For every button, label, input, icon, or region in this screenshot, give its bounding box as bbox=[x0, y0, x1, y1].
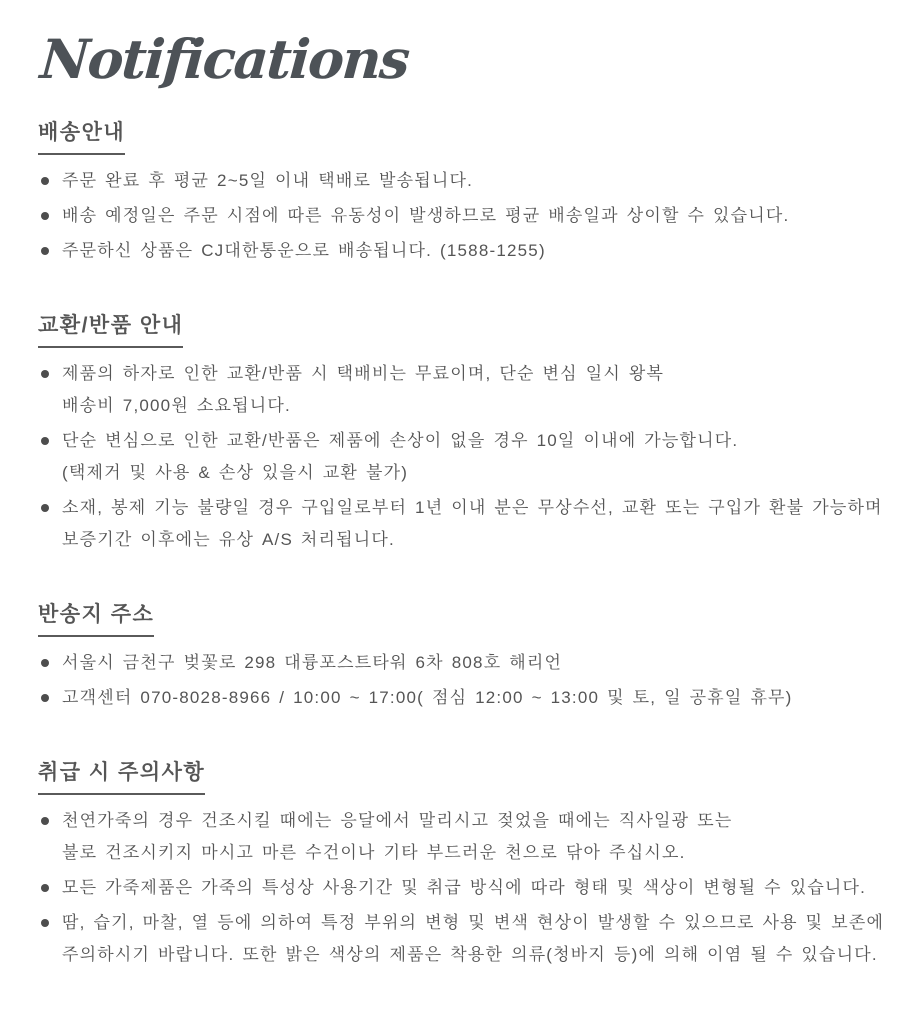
bullet-text-line: 주문 완료 후 평균 2~5일 이내 택배로 발송됩니다. bbox=[62, 170, 474, 190]
bullet-text bbox=[62, 682, 866, 714]
bullet-item bbox=[38, 165, 866, 197]
bullet-text-line: 배송 예정일은 주문 시점에 따른 유동성이 발생하므로 평균 배송일과 상이할 수 있습니다. bbox=[62, 205, 790, 225]
bullet-text-line: 모든 가죽제품은 가죽의 특성상 사용기간 및 취급 방식에 따라 형태 및 색상이 변형될 수 있습니다. bbox=[62, 877, 867, 897]
bullet-icon bbox=[41, 504, 49, 512]
bullet-item bbox=[38, 358, 866, 422]
bullet-icon bbox=[41, 884, 49, 892]
bullet-text bbox=[62, 358, 866, 422]
bullet-text-line: 주문하신 상품은 CJ대한통운으로 배송됩니다. (1588-1255) bbox=[62, 240, 546, 260]
bullet-text bbox=[62, 907, 885, 971]
bullet-text bbox=[62, 647, 866, 679]
bullet-text-line: 주의하시기 바랍니다. 또한 밝은 색상의 제품은 착용한 의류(청바지 등)에 의해 이염 될 수 있습니다. bbox=[62, 944, 878, 964]
bullet-icon bbox=[41, 177, 49, 185]
section-heading-shipping-info: 배송안내 bbox=[38, 116, 125, 155]
bullet-text-line: 서울시 금천구 벚꽃로 298 대륭포스트타워 6차 808호 해리언 bbox=[62, 652, 563, 672]
bullet-text bbox=[62, 235, 866, 267]
bullet-item bbox=[38, 805, 866, 869]
bullet-item bbox=[38, 492, 883, 556]
bullet-icon bbox=[41, 694, 49, 702]
bullet-text bbox=[62, 200, 866, 232]
bullet-text-line: 땀, 습기, 마찰, 열 등에 의하여 특정 부위의 변형 및 변색 현상이 발생할 수 있으므로 사용 및 보존에 bbox=[62, 912, 885, 932]
bullet-text-line: 배송비 7,000원 소요됩니다. bbox=[62, 395, 291, 415]
bullet-icon bbox=[41, 817, 49, 825]
bullet-icon bbox=[41, 247, 49, 255]
section-handling-precautions bbox=[38, 756, 885, 971]
bullet-text bbox=[62, 872, 866, 904]
bullet-icon bbox=[41, 659, 49, 667]
bullet-list bbox=[38, 805, 885, 971]
section-heading-exchange-return-info: 교환/반품 안내 bbox=[38, 309, 183, 348]
bullet-text-line: 불로 건조시키지 마시고 마른 수건이나 기타 부드러운 천으로 닦아 주십시오. bbox=[62, 842, 686, 862]
bullet-item bbox=[38, 647, 866, 679]
bullet-item bbox=[38, 425, 866, 489]
page-title: Notifications bbox=[38, 27, 411, 91]
bullet-list bbox=[38, 647, 866, 714]
bullet-text bbox=[62, 165, 866, 197]
bullet-icon bbox=[41, 919, 49, 927]
bullet-item bbox=[38, 235, 866, 267]
section-heading-handling-precautions: 취급 시 주의사항 bbox=[38, 756, 205, 795]
bullet-icon bbox=[41, 370, 49, 378]
section-heading-return-address: 반송지 주소 bbox=[38, 598, 154, 637]
bullet-icon bbox=[41, 212, 49, 220]
sections-container bbox=[38, 116, 885, 971]
bullet-item bbox=[38, 872, 866, 904]
bullet-text-line: 천연가죽의 경우 건조시킬 때에는 응달에서 말리시고 젖었을 때에는 직사일광 또는 bbox=[62, 810, 733, 830]
bullet-icon bbox=[41, 437, 49, 445]
section-shipping-info bbox=[38, 116, 866, 267]
bullet-text-line: (택제거 및 사용 & 손상 있을시 교환 불가) bbox=[62, 462, 409, 482]
bullet-list bbox=[38, 358, 883, 556]
bullet-text-line: 보증기간 이후에는 유상 A/S 처리됩니다. bbox=[62, 529, 395, 549]
bullet-text-line: 제품의 하자로 인한 교환/반품 시 택배비는 무료이며, 단순 변심 일시 왕복 bbox=[62, 363, 665, 383]
bullet-item bbox=[38, 200, 866, 232]
bullet-list bbox=[38, 165, 866, 267]
section-exchange-return-info bbox=[38, 309, 883, 556]
section-return-address bbox=[38, 598, 866, 714]
bullet-text-line: 고객센터 070-8028-8966 / 10:00 ~ 17:00( 점심 12:00 ~ 13:00 및 토, 일 공휴일 휴무) bbox=[62, 687, 793, 707]
bullet-text bbox=[62, 425, 866, 489]
bullet-text-line: 단순 변심으로 인한 교환/반품은 제품에 손상이 없을 경우 10일 이내에 가능합니다. bbox=[62, 430, 739, 450]
bullet-text bbox=[62, 492, 883, 556]
bullet-text-line: 소재, 봉제 기능 불량일 경우 구입일로부터 1년 이내 분은 무상수선, 교환 또는 구입가 환불 가능하며 bbox=[62, 497, 883, 517]
bullet-item bbox=[38, 907, 885, 971]
bullet-text bbox=[62, 805, 866, 869]
bullet-item bbox=[38, 682, 866, 714]
